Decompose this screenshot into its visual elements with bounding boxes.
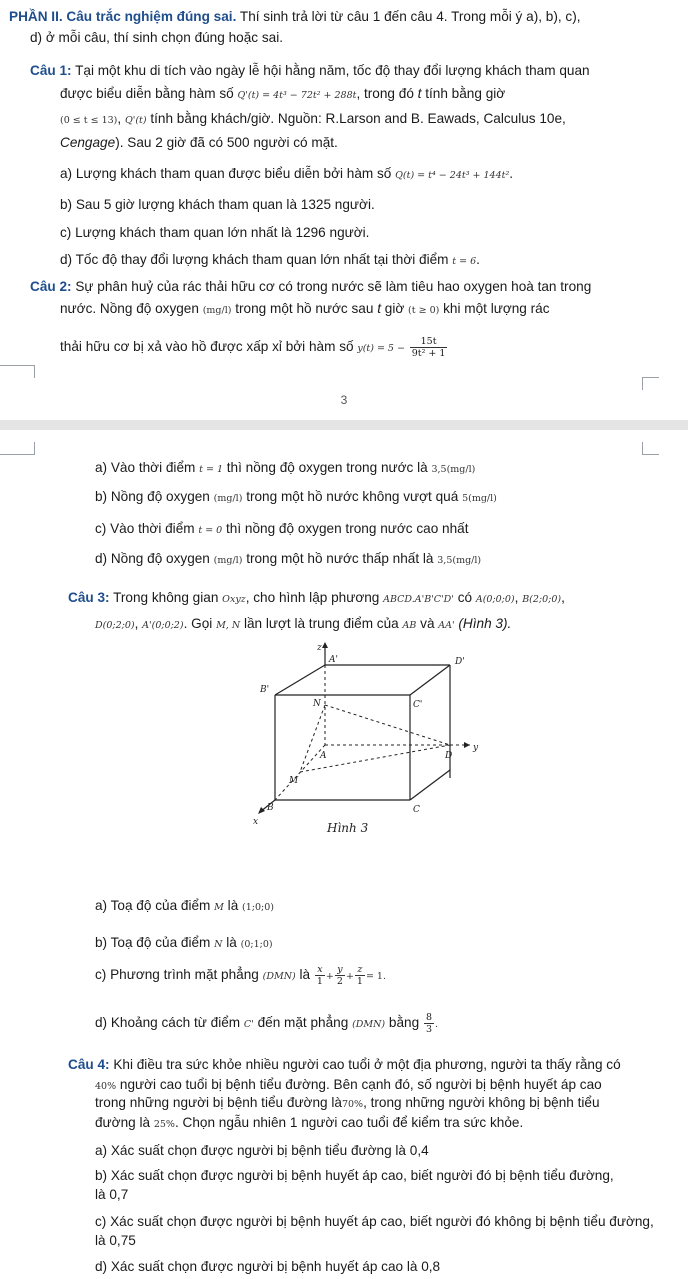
q4-option-d: d) Xác suất chọn được người bị bệnh huyết áp cao là 0,8	[95, 1259, 441, 1274]
q2-option-a: a) Vào thời điểm t = 1 thì nồng độ oxygen trong nước là 3,5(mg/l)	[95, 460, 476, 475]
q3-option-d: d) Khoảng cách từ điểm C' đến mặt phẳng (DMN) bằng $\frac{8}{3}$ .	[95, 1011, 439, 1035]
page-number: 3	[340, 393, 348, 407]
q3-label: Câu 3:	[68, 590, 110, 605]
axis-y-arrow	[464, 742, 470, 748]
q2-line-3: thải hữu cơ bị xả vào hồ được xấp xỉ bởi hàm số y(t) = 5 − $\frac{15t}{\text{9t² + 1}}$	[60, 335, 446, 359]
q2-line-1: Câu 2: Sự phân huỷ của rác thải hữu cơ có trong nước sẽ làm tiêu hao oxygen hoà tan trong	[30, 279, 592, 294]
q1-line-4: Cengage). Sau 2 giờ đã có 500 người có mặt.	[60, 135, 338, 150]
q3-option-a: a) Toạ độ của điểm M là (1;0;0)	[95, 898, 274, 913]
section-intro: Thí sinh trả lời từ câu 1 đến câu 4. Trong mỗi ý a), b), c),	[236, 9, 581, 24]
q2-option-d: d) Nồng độ oxygen (mg/l) trong một hồ nước thấp nhất là 3,5(mg/l)	[95, 551, 482, 566]
figure-caption: Hình 3	[327, 821, 369, 835]
crop-mark	[642, 377, 659, 390]
edge-cd	[410, 770, 450, 800]
q2-option-b: b) Nồng độ oxygen (mg/l) trong một hồ nước không vượt quá 5(mg/l)	[95, 489, 497, 504]
label-c1: C'	[413, 700, 423, 710]
page-break	[0, 420, 688, 430]
q1-option-d: d) Tốc độ thay đổi lượng khách tham quan lớn nhất tại thời điểm t = 6.	[60, 252, 480, 267]
q1-line-1: Câu 1: Tại một khu di tích vào ngày lễ hội hằng năm, tốc độ thay đổi lượng khách tham quan	[30, 63, 590, 78]
label-d: D	[445, 751, 453, 761]
q2-function: y(t) = 5 −	[357, 343, 405, 354]
q3-line-2: D(0;2;0), A'(0;0;2). Gọi M, N lần lượt là trung điểm của AB và AA' (Hình 3).	[95, 616, 512, 631]
q2-line-2: nước. Nồng độ oxygen (mg/l) trong một hồ nước sau t giờ (t ≥ 0) khi một lượng rác	[60, 301, 550, 316]
segment-nd	[325, 705, 450, 745]
label-d1: D'	[455, 657, 465, 667]
q1-option-b: b) Sau 5 giờ lượng khách tham quan là 1325 người.	[60, 197, 375, 212]
label-n: N	[313, 699, 321, 709]
hidden-edge-ab	[275, 745, 325, 800]
crop-mark	[642, 442, 659, 455]
q2-label: Câu 2:	[30, 279, 72, 294]
label-c: C	[413, 805, 420, 815]
q4-option-c: c) Xác suất chọn được người bị bệnh huyết áp cao, biết người đó không bị bệnh tiểu đường,	[95, 1214, 654, 1229]
q2-fraction: $\frac{15t}{\text{9t² + 1}}$	[411, 335, 446, 359]
q4-option-b-2: là 0,7	[95, 1187, 129, 1202]
crop-mark	[0, 442, 35, 455]
section-title: PHẦN II. Câu trắc nghiệm đúng sai.	[9, 9, 237, 24]
q4-line-2: 40% người cao tuổi bị bệnh tiểu đường. Bên cạnh đó, số người bị bệnh huyết áp cao	[95, 1077, 602, 1092]
section-heading	[9, 8, 581, 26]
q1-line-2: được biểu diễn bằng hàm số Q'(t) = 4t³ − 72t² + 288t, trong đó t tính bằng giờ	[60, 86, 506, 101]
q4-line-4: đường là 25%. Chọn ngẫu nhiên 1 người cao tuổi để kiểm tra sức khỏe.	[95, 1115, 524, 1130]
edge-b1a1	[275, 665, 325, 695]
label-a: A	[320, 751, 327, 761]
q4-line-3: trong những người bị bệnh tiểu đường là70%, trong những người không bị bệnh tiểu	[95, 1095, 600, 1110]
label-a1: A'	[329, 655, 338, 665]
label-b1: B'	[260, 685, 270, 695]
q1-derivative-formula: Q'(t) = 4t³ − 72t² + 288t	[237, 90, 357, 101]
edge-c1d1	[410, 665, 450, 695]
label-z: z	[317, 643, 322, 653]
axis-z-arrow	[322, 642, 328, 648]
section-intro-2: d) ở mỗi câu, thí sinh chọn đúng hoặc sai.	[30, 30, 283, 45]
q3-option-b: b) Toạ độ của điểm N là (0;1;0)	[95, 935, 273, 950]
label-y: y	[473, 743, 479, 753]
q1-option-a: a) Lượng khách tham quan được biểu diễn bởi hàm số Q(t) = t⁴ − 24t³ + 144t².	[60, 166, 514, 181]
q3-line-1: Câu 3: Trong không gian Oxyz, cho hình lập phương ABCD.A'B'C'D' có A(0;0;0), B(2;0;0),	[68, 590, 565, 605]
segment-nm	[300, 705, 325, 772]
q2-option-c: c) Vào thời điểm t = 0 thì nồng độ oxygen trong nước cao nhất	[95, 521, 469, 536]
q1-label: Câu 1:	[30, 63, 72, 78]
label-m: M	[289, 776, 299, 786]
q4-line-1: Câu 4: Khi điều tra sức khỏe nhiều người cao tuổi ở một địa phương, người ta thấy rằng có	[68, 1057, 621, 1072]
crop-mark	[0, 365, 35, 378]
axis-x-arrow	[258, 807, 265, 814]
label-x: x	[253, 817, 259, 827]
label-b: B	[267, 803, 274, 813]
q4-option-c-2: là 0,75	[95, 1233, 136, 1248]
q4-option-b: b) Xác suất chọn được người bị bệnh huyết áp cao, biết người đó bị bệnh tiểu đường,	[95, 1168, 614, 1183]
q1-option-c: c) Lượng khách tham quan lớn nhất là 1296 người.	[60, 225, 370, 240]
q4-label: Câu 4:	[68, 1057, 110, 1072]
q1-domain: (0 ≤ t ≤ 13)	[60, 115, 118, 126]
cube-figure	[245, 640, 490, 840]
q4-option-a: a) Xác suất chọn được người bị bệnh tiểu đường là 0,4	[95, 1143, 429, 1158]
q3-option-c: c) Phương trình mặt phẳng (DMN) là $\frac{x}{1}$ + $\frac{y}{2}$ + $\frac{z}{1}$ = 1.	[95, 963, 386, 987]
q1-line-3: (0 ≤ t ≤ 13), Q'(t) tính bằng khách/giờ. Nguồn: R.Larson and B. Eawads, Calculus 10e,	[60, 111, 566, 126]
